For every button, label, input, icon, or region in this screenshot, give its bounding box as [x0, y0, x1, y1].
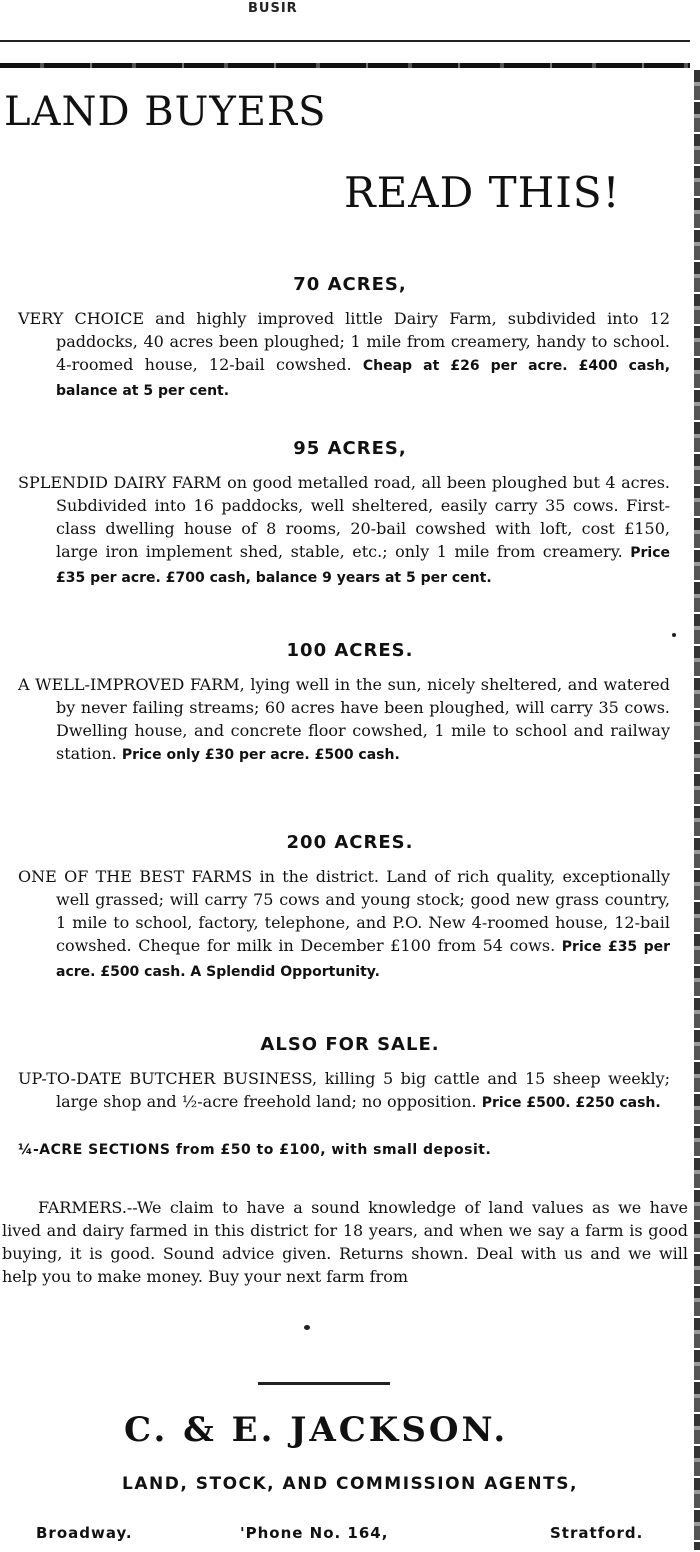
firm-name: C. & E. JACKSON.	[124, 1410, 509, 1450]
listing-description	[18, 673, 670, 767]
ink-speck	[672, 633, 676, 637]
listing-price: Price £35 per acre. £500 cash. A Splendid Opportunity.	[56, 939, 670, 980]
masthead-fragment: BUSIR	[248, 1, 298, 16]
headline-line-1: LAND BUYERS	[4, 89, 327, 135]
listing-95-acres	[0, 438, 690, 590]
ornamental-divider	[258, 1382, 390, 1385]
listing-heading: 100 ACRES.	[286, 640, 414, 661]
firm-description: LAND, STOCK, AND COMMISSION AGENTS,	[122, 1474, 578, 1494]
listing-text: A WELL-IMPROVED FARM, lying well in the sun, nicely sheltered, and watered by never failing streams; 60 acres have been ploughed, will carry 35 cows. Dwelling house, and concrete floor cowshed, 1 mile to school and railway station.	[18, 675, 670, 763]
heavy-rule	[0, 63, 690, 68]
listing-70-acres	[0, 274, 690, 403]
page-edge-border	[694, 70, 700, 1550]
listing-200-acres	[0, 832, 690, 984]
listing-heading: 200 ACRES.	[286, 832, 414, 853]
listing-price: Cheap at £26 per acre. £400 cash, balance at 5 per cent.	[56, 358, 671, 399]
listing-description	[18, 865, 670, 984]
listing-description	[18, 1067, 670, 1115]
footer-address: Broadway.	[36, 1524, 133, 1542]
listing-description	[18, 307, 670, 403]
footer-town: Stratford.	[550, 1524, 644, 1542]
listing-description	[18, 471, 670, 590]
listing-price: Price £500. £250 cash.	[481, 1095, 661, 1111]
listing-text: ONE OF THE BEST FARMS in the district. Land of rich quality, exceptionally well grassed; will carry 75 cows and young stock; good new grass country, 1 mile to school, factory, telephone, and P.O. New 4-roomed house, 12-bail cowshed. Cheque for milk in December £100 from 54 cows.	[18, 867, 670, 955]
listing-text: UP-TO-DATE BUTCHER BUSINESS, killing 5 big cattle and 15 sheep weekly; large shop and ½-acre freehold land; no opposition.	[18, 1069, 670, 1111]
listing-heading: 95 ACRES,	[293, 438, 407, 459]
listing-heading: 70 ACRES,	[293, 274, 407, 295]
top-rule	[0, 40, 690, 42]
listing-100-acres	[0, 640, 690, 767]
headline-line-2: READ THIS!	[344, 168, 621, 217]
listing-heading: ALSO FOR SALE.	[260, 1034, 440, 1055]
listing-also-for-sale	[0, 1034, 690, 1115]
farmers-paragraph: FARMERS.--We claim to have a sound knowledge of land values as we have lived and dairy farmed in this district for 18 years, and when we say a farm is good buying, it is good. Sound advice given. Returns shown. Deal with us and we will help you to make money. Buy your next farm from	[2, 1198, 688, 1286]
sections-offer: ¼-ACRE SECTIONS from £50 to £100, with small deposit.	[18, 1142, 492, 1158]
listing-text: VERY CHOICE and highly improved little Dairy Farm, subdivided into 12 paddocks, 40 acres been ploughed; 1 mile from creamery, handy to school. 4-roomed house, 12-bail cowshed.	[18, 309, 670, 374]
listing-price: Price only £30 per acre. £500 cash.	[121, 747, 400, 763]
listing-price: Price £35 per acre. £700 cash, balance 9 years at 5 per cent.	[56, 545, 670, 586]
footer-phone: 'Phone No. 164,	[240, 1524, 389, 1542]
listing-text: SPLENDID DAIRY FARM on good metalled road, all been ploughed but 4 acres. Subdivided into 16 paddocks, well sheltered, easily carry 35 cows. First-class dwelling house of 8 rooms, 20-bail cowshed with loft, cost £150, large iron implement shed, stable, etc.; only 1 mile from creamery.	[18, 473, 670, 561]
ink-speck	[304, 1325, 310, 1330]
